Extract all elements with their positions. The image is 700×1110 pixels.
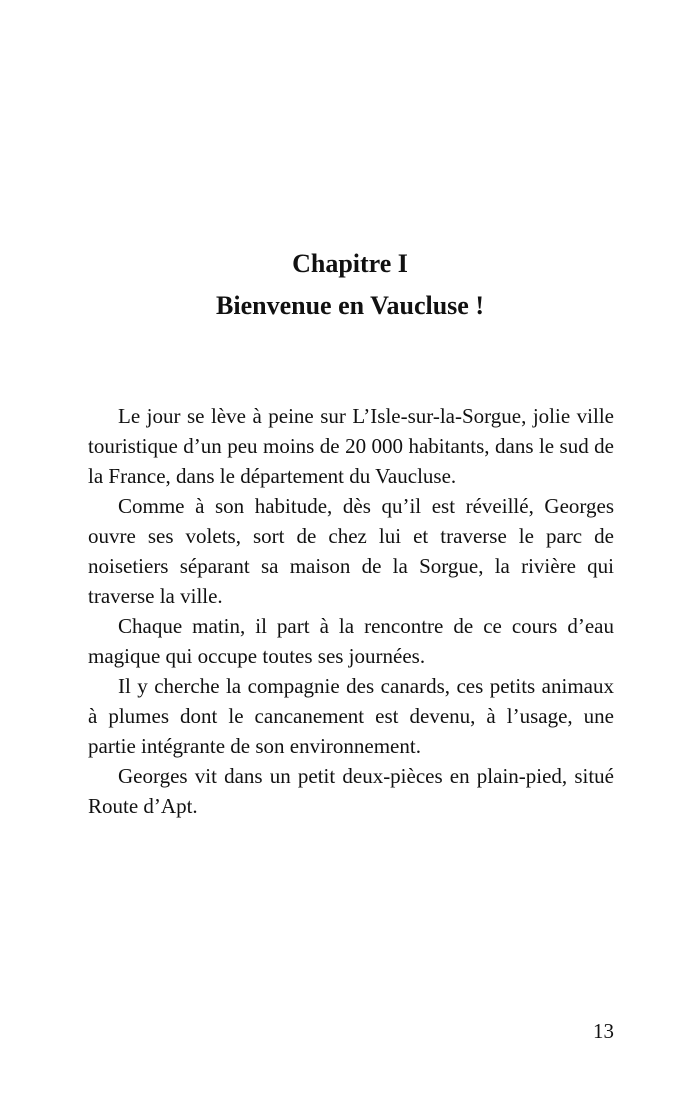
chapter-heading: [0, 243, 700, 327]
paragraph: Chaque matin, il part à la rencontre de ce cours d’eau magique qui occupe toutes ses journées.: [88, 614, 614, 668]
paragraph: Il y cherche la compagnie des canards, ces petits animaux à plumes dont le cancanement est devenu, à l’usage, une partie intégrante de son environnement.: [88, 674, 614, 758]
paragraph: Georges vit dans un petit deux-pièces en plain-pied, situé Route d’Apt.: [88, 764, 614, 818]
chapter-title: Bienvenue en Vaucluse !: [216, 291, 484, 320]
page-number: 13: [593, 1019, 614, 1043]
body-text: [88, 401, 614, 821]
paragraph: Comme à son habitude, dès qu’il est réveillé, Georges ouvre ses volets, sort de chez lui et traverse le parc de noisetiers séparant sa maison de la Sorgue, la rivière qui traverse la ville.: [88, 494, 614, 608]
paragraph: Le jour se lève à peine sur L’Isle-sur-la-Sorgue, jolie ville touristique d’un peu moins de 20 000 habitants, dans le sud de la France, dans le département du Vaucluse.: [88, 404, 614, 488]
chapter-number: Chapitre I: [292, 249, 408, 278]
